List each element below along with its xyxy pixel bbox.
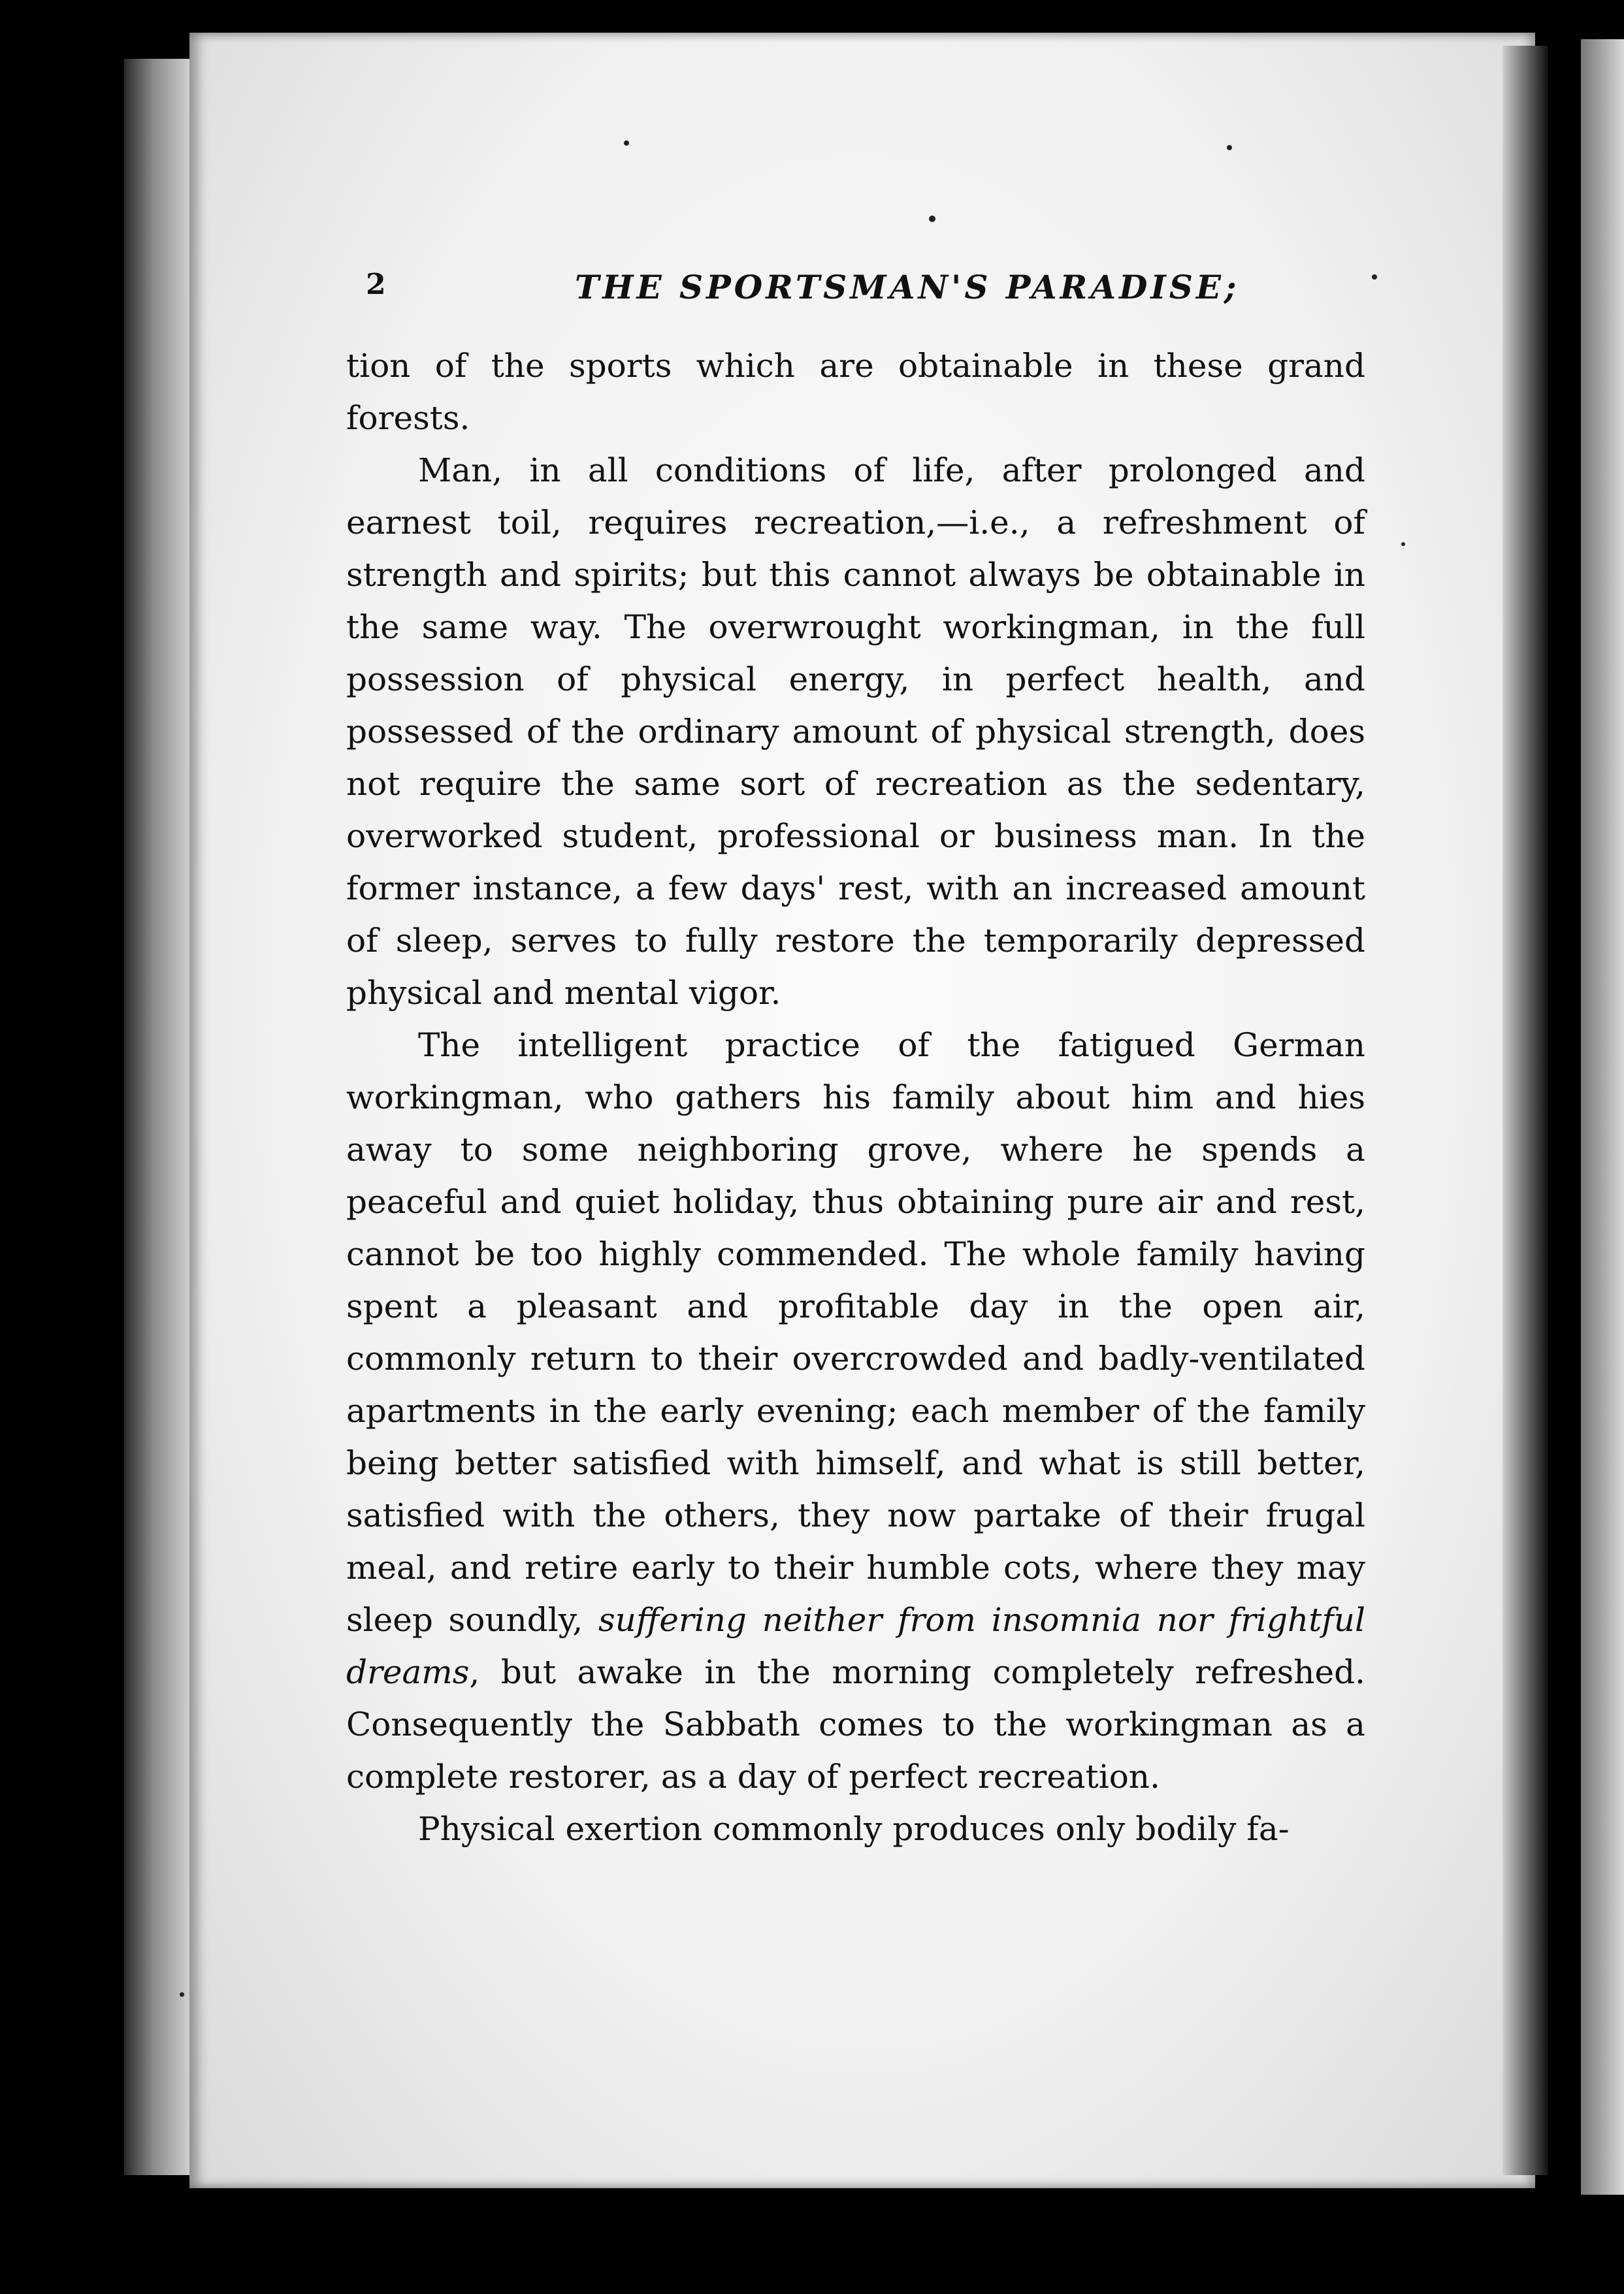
paragraph-4: Physical exertion commonly produces only bodily fa- — [418, 1810, 1290, 1848]
right-page-edge — [1581, 39, 1624, 2195]
scan-speck — [1372, 274, 1377, 280]
page-number: 2 — [366, 268, 386, 301]
scan-speck — [1401, 542, 1405, 546]
page-header — [353, 261, 1372, 314]
paragraph-1: tion of the sports which are obtainable in these grand forests. — [346, 347, 1365, 437]
scan-speck — [929, 216, 935, 222]
scan-speck — [1227, 145, 1232, 150]
paragraph-3-text-b: , but awake in the morning completely refreshed. Consequently the Sabbath comes to the workingman as a complete restorer, as a day of perfect recreation. — [346, 1653, 1365, 1796]
left-page-edge — [124, 59, 189, 2175]
body-text — [346, 340, 1365, 1855]
paragraph-3-text-a: The intelligent practice of the fatigued German workingman, who gathers his family about him and hies away to some neighboring grove, where he spends a peaceful and quiet holiday, thus obtaining pure air and rest, cannot be too highly commended. The whole family having spent a pleasant and profitable day in the open air, commonly return to their overcrowded and badly-ventilated apartments in the early evening; each member of the family being better satisfied with himself, and what is still better, satisfied with the others, they now partake of their frugal meal, and retire early to their humble cots, where they may sleep soundly, — [346, 1026, 1365, 1639]
running-title: THE SPORTSMAN'S PARADISE; — [575, 268, 1240, 306]
page-gutter-shadow — [1502, 46, 1548, 2175]
paragraph-2: Man, in all conditions of life, after prolonged and earnest toil, requires recreation,—i.e., a refreshment of strength and spirits; but this cannot always be obtainable in the same way. The overwrought workingman, in the full possession of physical energy, in perfect health, and possessed of the ordinary amount of physical strength, does not require the same sort of recreation as the sedentary, overworked student, professional or business man. In the former instance, a few days' rest, with an increased amount of sleep, serves to fully restore the temporarily depressed physical and mental vigor. — [346, 451, 1365, 1012]
paragraph-3 — [346, 1019, 1365, 1803]
scan-speck — [180, 1992, 184, 1997]
paragraph-3-italic: suffering neither from insomnia nor frightful dreams — [346, 1601, 1365, 1691]
scan-speck — [624, 140, 629, 146]
